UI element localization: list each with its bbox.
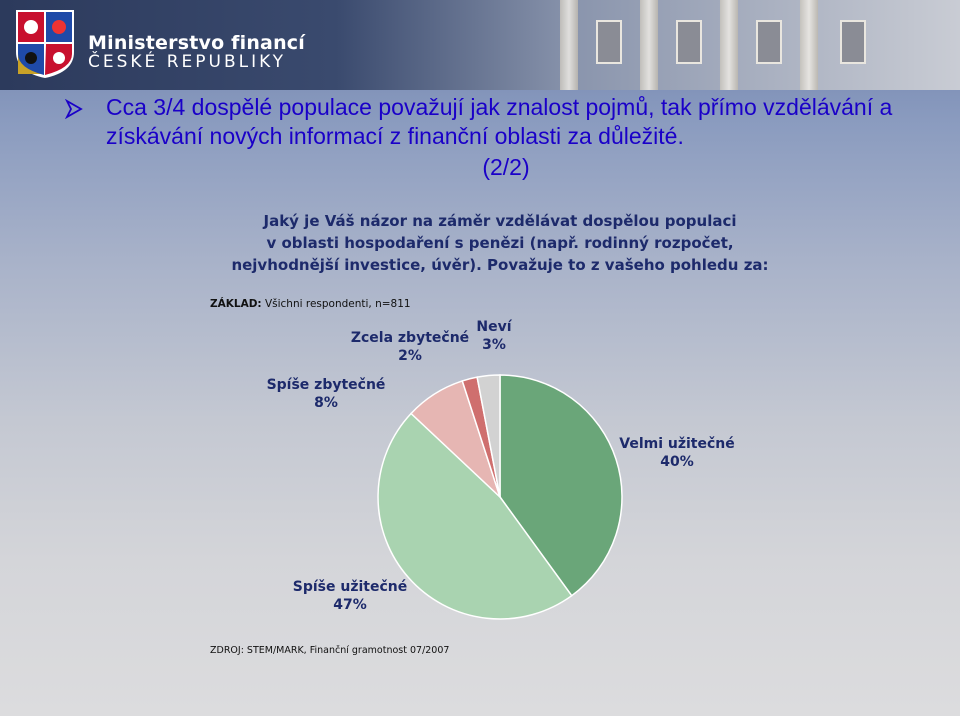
slice-value-label: 8% [314,395,338,411]
base-label: ZÁKLAD: [210,298,262,310]
slice-label [351,330,469,364]
slice-category-label: Velmi užitečné [619,436,735,452]
slice-value-label: 3% [482,337,506,353]
base-text: Všichni respondenti, n=811 [261,298,411,310]
slice-label [476,319,512,353]
headline-part-indicator: (2/2) [482,154,530,180]
slice-label [293,579,407,613]
source-note: ZDROJ: STEM/MARK, Finanční gramotnost 07/2007 [210,645,450,656]
slice-category-label: Zcela zbytečné [350,330,470,346]
slice-category-label: Neví [476,319,512,335]
question-line: nejvhodnější investice, úvěr). Považuje to z vašeho pohledu za: [231,256,769,274]
slice-label [619,436,735,470]
slice-value-label: 47% [333,597,367,613]
question-line: v oblasti hospodaření s penězi (např. rodinný rozpočet, [266,234,734,252]
ministry-name: Ministerstvo financí [88,32,305,54]
headline-text: Cca 3/4 dospělé populace považují jak znalost pojmů, tak přímo vzdělávání a získávání nových informací z finanční oblasti za důležité. [106,94,893,149]
slice-category-label: Spíše zbytečné [266,377,386,393]
slice-value-label: 40% [660,454,694,470]
question-line: Jaký je Váš názor na záměr vzdělávat dospělou populaci [263,212,737,230]
slice-value-label: 2% [398,348,422,364]
ministry-subtitle: ČESKÉ REPUBLIKY [88,52,287,72]
slice-category-label: Spíše užitečné [292,579,408,595]
slice-label [267,377,386,411]
